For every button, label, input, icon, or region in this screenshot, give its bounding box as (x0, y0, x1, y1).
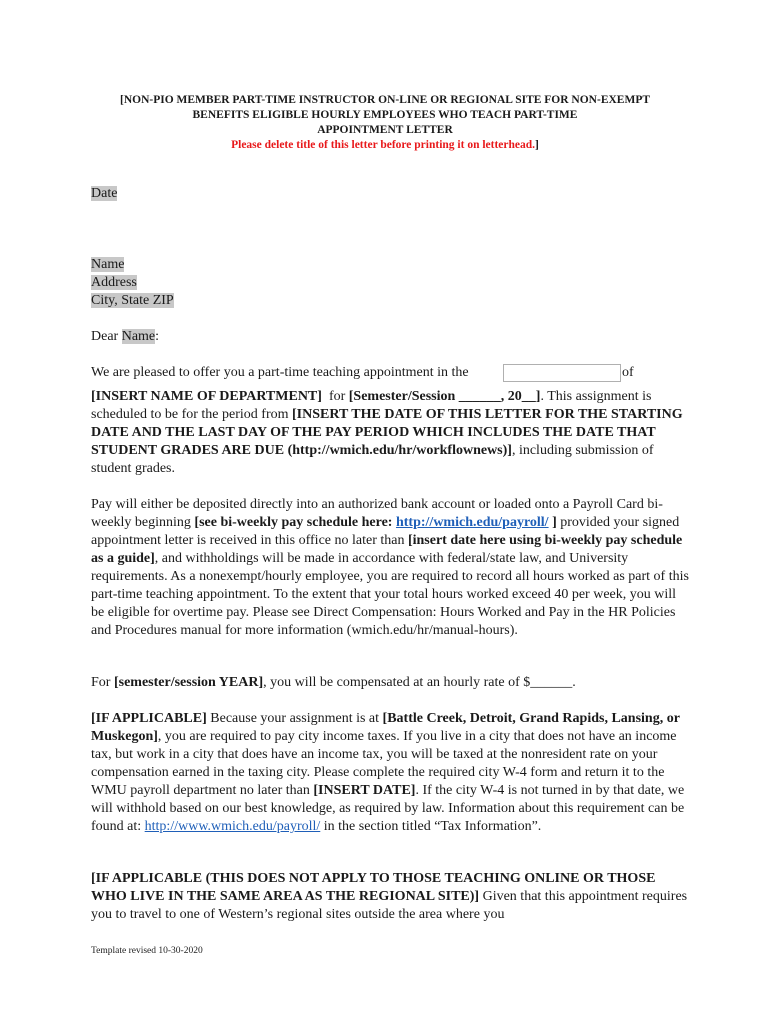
title-close-bracket: ] (535, 139, 539, 151)
regional-sites-placeholder: [Battle Creek, Detroit, Grand Rapids, Lansing, or Muskegon] (91, 711, 680, 744)
deadline-placeholder: [insert date here using bi-weekly pay schedule as a guide] (91, 533, 683, 566)
travel-applicability-label: [IF APPLICABLE (THIS DOES NOT APPLY TO THOSE TEACHING ONLINE OR THOSE WHO LIVE IN THE SAME AREA AS THE REGIONAL SITE)] (91, 871, 656, 904)
title-line-3: APPOINTMENT LETTER (317, 124, 453, 136)
delete-title-note: Please delete title of this letter before printing it on letterhead. (231, 139, 536, 151)
payroll-link[interactable]: http://wmich.edu/payroll/ (395, 515, 549, 530)
title-note (60, 138, 710, 153)
recipient-name: Name (91, 257, 125, 272)
paragraph-rate: For [semester/session YEAR], you will be compensated at an hourly rate of $______. (91, 675, 576, 690)
tax-date-placeholder: [INSERT DATE] (313, 783, 416, 798)
paragraph-travel: [IF APPLICABLE (THIS DOES NOT APPLY TO THOSE TEACHING ONLINE OR THOSE WHO LIVE IN THE SAME AREA AS THE REGIONAL SITE)] Given that this appointment requires you to travel to one of Western’s regional sites outside the area where you (91, 871, 688, 922)
paragraph-pay: Pay will either be deposited directly into an authorized bank account or loaded onto a Payroll Card bi-weekly beginning [see bi-weekly pay schedule here: http://wmich.edu/payroll/ ] provided your signed appointment letter is received in this office no later than [insert date here using bi-weekly pay schedule as a guide], and withholdings will be made in accordance with federal/state law, and University requirements. As a nonexempt/hourly employee, you are required to record all hours worked as part of this part-time teaching appointment. To the extent that your total hours worked exceed 40 per week, you will be eligible for overtime pay. Please see Direct Compensation: Hours Worked and Pay in the HR Policies and Procedures manual for more information (wmich.edu/hr/manual-hours). (91, 497, 689, 638)
address-block (91, 256, 691, 310)
template-revision-footer: Template revised 10-30-2020 (91, 946, 203, 956)
salutation-name: Name (121, 329, 156, 344)
title-line-1: [NON-PIO MEMBER PART-TIME INSTRUCTOR ON-LINE OR REGIONAL SITE FOR NON-EXEMPT (119, 94, 651, 106)
semester-year-placeholder: [semester/session YEAR] (113, 675, 264, 690)
recipient-city-state-zip: City, State ZIP (91, 293, 174, 308)
salutation: Dear Name: (91, 329, 160, 344)
date-placeholder: Date (91, 186, 118, 201)
period-placeholder: [INSERT THE DATE OF THIS LETTER FOR THE STARTING DATE AND THE LAST DAY OF THE PAY PERIOD WHICH INCLUDES THE DATE THAT STUDENT GRADES ARE DUE (http://wmich.edu/hr/workflownews)] (91, 407, 683, 458)
paragraph-city-tax: [IF APPLICABLE] Because your assignment is at [Battle Creek, Detroit, Grand Rapids, Lansing, or Muskegon], you are required to pay city income taxes. If you live in a city that does not have an income tax, but work in a city that does have an income tax, you will be taxed at the nonresident rate on your compensation earned in the taxing city. Please complete the required city W-4 form and return it to the WMU payroll department no later than [INSERT DATE]. If the city W-4 is not turned in by that date, we will withhold based on our best knowledge, as required by law. Information about this requirement can be found at: http://www.wmich.edu/payroll/ in the section titled “Tax Information”. (91, 711, 685, 834)
department-fill-field[interactable] (503, 364, 621, 382)
pay-schedule-placeholder: [see bi-weekly pay schedule here: http://wmich.edu/payroll/ ] (194, 515, 557, 530)
department-placeholder: [INSERT NAME OF DEPARTMENT] (91, 389, 322, 404)
date-block (91, 185, 691, 203)
semester-placeholder: [Semester/Session ______, 20__] (348, 389, 541, 404)
appointment-intro: We are pleased to offer you a part-time teaching appointment in the (91, 365, 469, 380)
letter-title (60, 93, 710, 153)
if-applicable-label: [IF APPLICABLE] (91, 711, 207, 726)
appointment-of: of (622, 365, 634, 380)
recipient-address: Address (91, 275, 137, 290)
tax-info-link[interactable]: http://www.wmich.edu/payroll/ (144, 819, 321, 834)
title-line-2: BENEFITS ELIGIBLE HOURLY EMPLOYEES WHO TEACH PART-TIME (192, 109, 578, 121)
paragraph-appointment: We are pleased to offer you a part-time teaching appointment in the of [INSERT NAME OF DEPARTMENT] for [Semester/Session ______, 20__]. This assignment is scheduled to be for the period from [INSERT THE DATE OF THIS LETTER FOR THE STARTING DATE AND THE LAST DAY OF THE PAY PERIOD WHICH INCLUDES THE DATE THAT STUDENT GRADES ARE DUE (http://wmich.edu/hr/workflownews)], including submission of student grades. (91, 365, 683, 476)
